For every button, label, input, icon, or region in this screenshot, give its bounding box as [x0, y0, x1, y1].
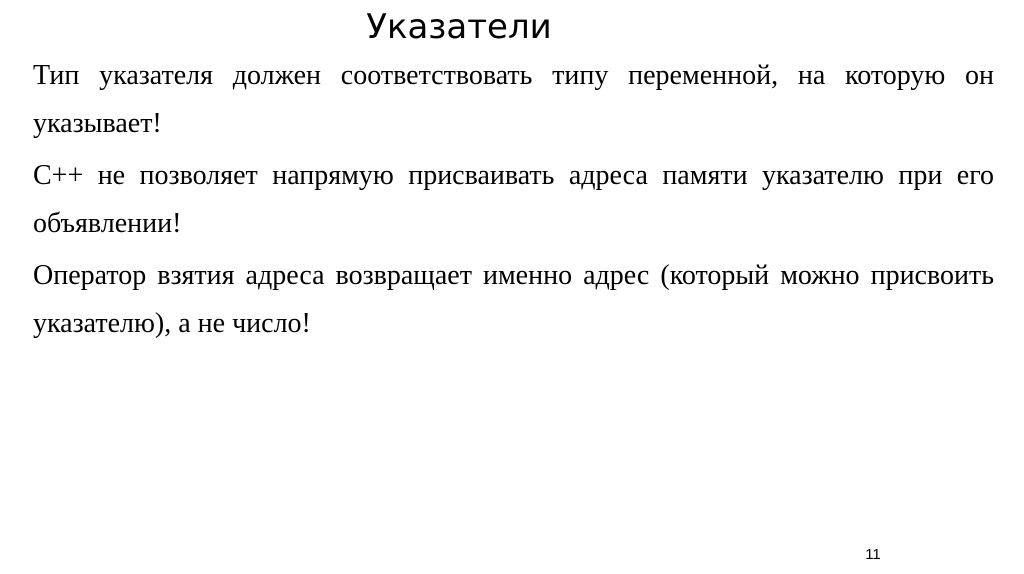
slide-title: Указатели: [366, 7, 552, 47]
paragraph-address-operator: Оператор взятия адреса возвращает именно адрес (который можно присвоить указателю), а не число!: [33, 260, 994, 339]
paragraph-pointer-type: Тип указателя должен соответствовать типу переменной, на которую он указывает!: [33, 60, 994, 139]
slide-body: [33, 52, 994, 352]
paragraph-cpp-address-assignment: С++ не позволяет напрямую присваивать адреса памяти указателю при его объявлении!: [33, 160, 994, 239]
slide-number: 11: [865, 546, 881, 563]
